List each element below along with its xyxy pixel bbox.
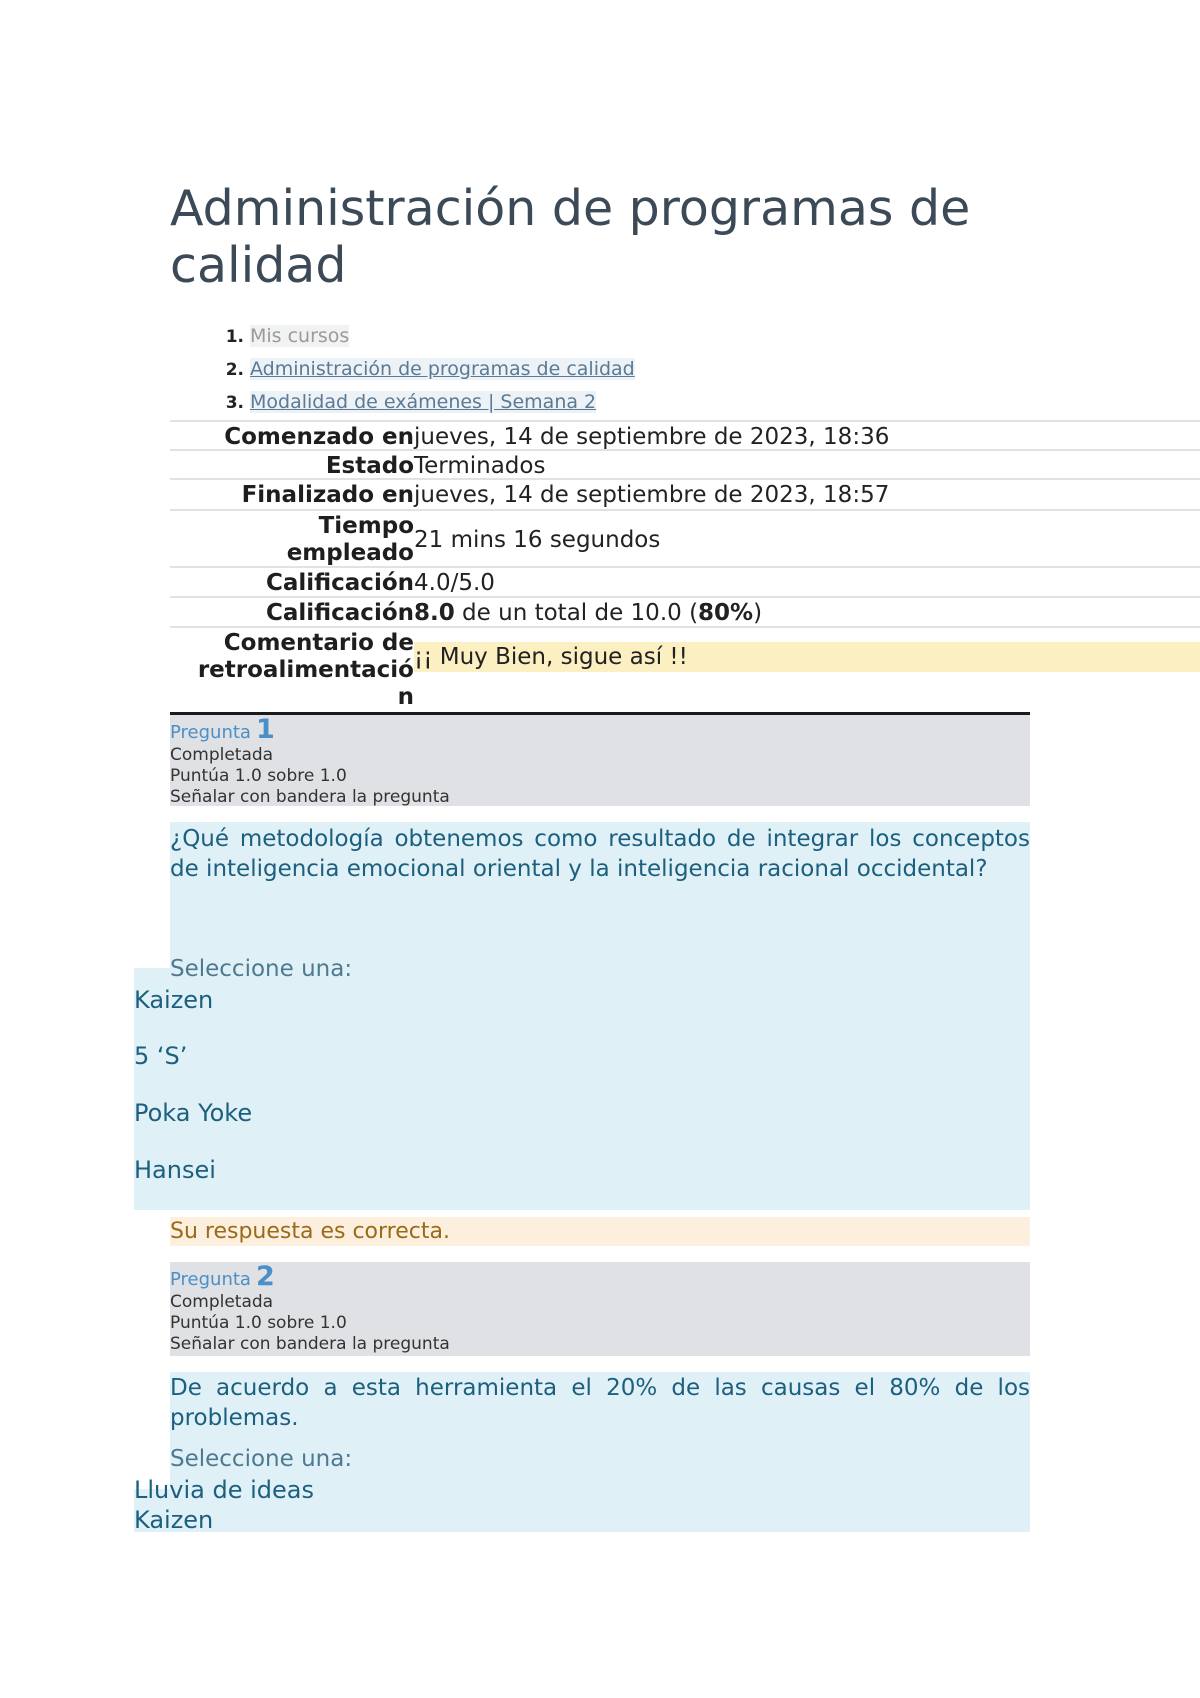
- summary-value: jueves, 14 de septiembre de 2023, 18:36: [414, 424, 890, 450]
- grade-percent: 80%: [698, 600, 754, 626]
- grade-close-paren: ): [753, 600, 763, 626]
- question-info-1: [170, 715, 1030, 806]
- breadcrumb-link-course[interactable]: Administración de programas de calidad: [250, 358, 635, 380]
- summary-row-time-taken: [170, 509, 1200, 568]
- summary-label: Comenzado en: [224, 424, 414, 450]
- summary-label-line: retroalimentació: [197, 657, 414, 683]
- summary-value: Terminados: [414, 453, 546, 479]
- summary-row-marks: [170, 566, 1200, 598]
- summary-value: 21 mins 16 segundos: [414, 527, 661, 553]
- summary-label: [170, 630, 414, 711]
- summary-row-feedback: [170, 626, 1200, 714]
- question-text: De acuerdo a esta herramienta el 20% de las causas el 80% de los problemas.: [170, 1375, 1030, 1431]
- answer-block-background: [134, 968, 1030, 1210]
- question-label: Pregunta: [170, 722, 251, 743]
- answer-option[interactable]: Hansei: [134, 1156, 216, 1184]
- summary-value: ¡¡ Muy Bien, sigue así !!: [414, 644, 688, 670]
- answer-prompt: Seleccione una:: [170, 956, 353, 982]
- summary-label-line: empleado: [286, 540, 414, 566]
- question-state: Completada: [170, 745, 274, 765]
- question-label: Pregunta: [170, 1269, 251, 1290]
- breadcrumb-link-mis-cursos[interactable]: Mis cursos: [250, 325, 350, 347]
- breadcrumb-number: 2.: [225, 360, 244, 380]
- answer-option[interactable]: Kaizen: [134, 986, 214, 1014]
- answer-option[interactable]: Lluvia de ideas: [134, 1476, 314, 1504]
- summary-label-line: Tiempo: [318, 513, 414, 539]
- summary-label-line: n: [397, 684, 414, 710]
- question-info-2: [170, 1262, 1030, 1356]
- summary-label: Finalizado en: [241, 482, 414, 508]
- breadcrumb-link-exam-module[interactable]: Modalidad de exámenes | Semana 2: [250, 391, 597, 413]
- summary-value: [414, 600, 762, 627]
- answer-option[interactable]: 5 ‘S’: [134, 1042, 188, 1070]
- summary-row-grade: [170, 596, 1200, 628]
- answer-option[interactable]: Kaizen: [134, 1506, 214, 1534]
- summary-value: 4.0/5.0: [414, 570, 495, 596]
- page-title: Administración de programas de calidad: [170, 180, 971, 294]
- flag-question-link[interactable]: Señalar con bandera la pregunta: [170, 1334, 450, 1354]
- grade-total-text: de un total de 10.0 (: [454, 600, 699, 626]
- summary-label: Calificación: [265, 600, 414, 626]
- breadcrumb-number: 1.: [225, 327, 244, 347]
- answer-prompt: Seleccione una:: [170, 1446, 353, 1472]
- grade-value: 8.0: [414, 600, 455, 626]
- breadcrumb-item: [170, 320, 635, 353]
- summary-label: Estado: [325, 453, 414, 479]
- question-number: [170, 715, 1030, 745]
- summary-row-state: [170, 449, 1200, 480]
- breadcrumb-number: 3.: [225, 393, 244, 413]
- summary-label: [170, 513, 414, 567]
- question-state: Completada: [170, 1292, 274, 1312]
- flag-question-link[interactable]: Señalar con bandera la pregunta: [170, 787, 450, 807]
- breadcrumb: [170, 320, 635, 419]
- question-number-value: 2: [256, 1261, 275, 1292]
- answer-feedback: Su respuesta es correcta.: [170, 1217, 1030, 1246]
- summary-row-started: [170, 420, 1200, 451]
- question-number-value: 1: [256, 714, 275, 745]
- summary-label-line: Comentario de: [223, 630, 414, 656]
- summary-row-finished: [170, 478, 1200, 511]
- breadcrumb-item: [170, 386, 635, 419]
- breadcrumb-item: [170, 353, 635, 386]
- summary-label: Calificación: [265, 570, 414, 596]
- question-text: ¿Qué metodología obtenemos como resultado de integrar los conceptos de inteligencia emocional oriental y la inteligencia racional occidental?: [170, 826, 1030, 882]
- answer-option[interactable]: Poka Yoke: [134, 1099, 253, 1127]
- summary-value: jueves, 14 de septiembre de 2023, 18:57: [414, 482, 890, 508]
- question-grade: Puntúa 1.0 sobre 1.0: [170, 766, 347, 786]
- question-grade: Puntúa 1.0 sobre 1.0: [170, 1313, 347, 1333]
- question-number: [170, 1262, 1030, 1292]
